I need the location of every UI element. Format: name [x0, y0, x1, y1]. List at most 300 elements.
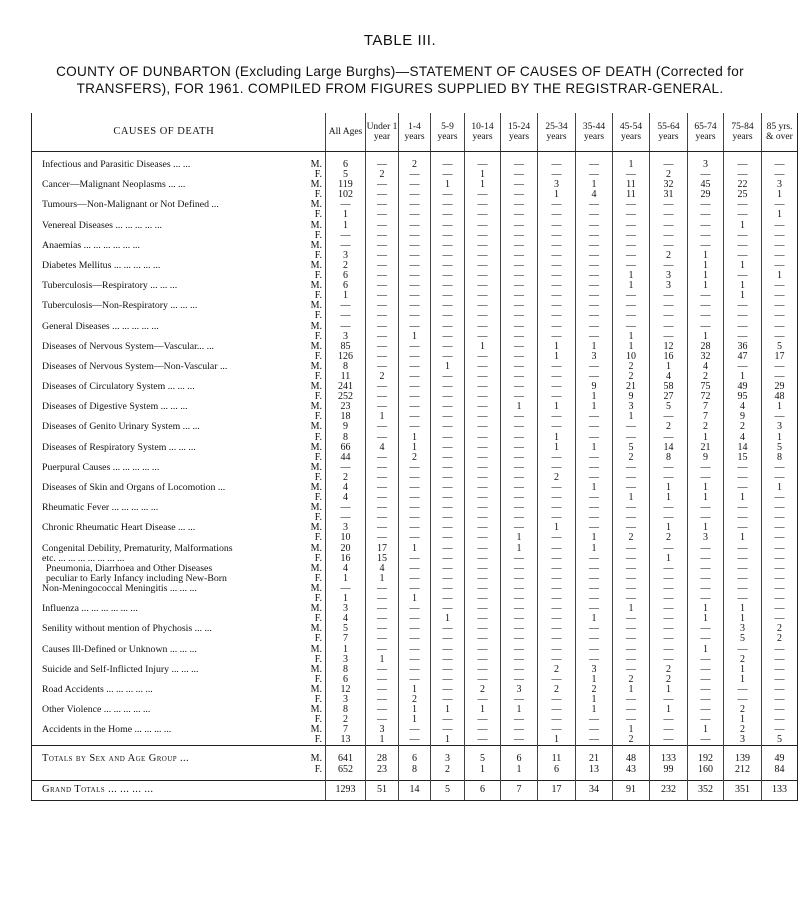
- count-cell: —: [688, 554, 724, 564]
- table-row: [32, 675, 798, 685]
- count-cell: 1: [576, 443, 613, 453]
- count-cell: 2: [399, 453, 431, 463]
- count-cell: —: [538, 453, 576, 463]
- count-cell: —: [431, 422, 465, 432]
- table-row: [32, 574, 798, 584]
- sex-label: F.: [314, 432, 322, 443]
- count-cell: —: [576, 322, 613, 332]
- column-header-age: 10-14 years: [465, 113, 501, 152]
- count-cell: —: [366, 453, 399, 463]
- column-header-age: 55-64 years: [650, 113, 688, 152]
- cause-label: [32, 695, 296, 705]
- count-cell: —: [762, 301, 798, 311]
- count-cell: 5: [650, 402, 688, 412]
- count-cell: —: [465, 392, 501, 402]
- count-cell: —: [538, 152, 576, 171]
- cause-label: [32, 190, 296, 200]
- count-cell: —: [576, 453, 613, 463]
- count-cell: 15: [724, 453, 762, 463]
- total-cell: 1: [501, 765, 538, 781]
- count-cell: —: [538, 584, 576, 594]
- count-cell: —: [465, 382, 501, 392]
- count-cell: —: [538, 725, 576, 735]
- count-cell: 1: [724, 665, 762, 675]
- count-cell: 36: [724, 342, 762, 352]
- count-cell: 1: [326, 221, 366, 231]
- count-cell: —: [762, 281, 798, 291]
- table-row: [32, 685, 798, 695]
- count-cell: 1: [538, 352, 576, 362]
- count-cell: —: [501, 362, 538, 372]
- count-cell: —: [465, 402, 501, 412]
- count-cell: —: [326, 241, 366, 251]
- count-cell: —: [650, 241, 688, 251]
- count-cell: —: [501, 443, 538, 453]
- count-cell: —: [762, 523, 798, 533]
- count-cell: —: [538, 412, 576, 422]
- count-cell: —: [688, 503, 724, 513]
- sex-label: F.: [314, 351, 322, 362]
- table-row: [32, 291, 798, 301]
- count-cell: —: [431, 342, 465, 352]
- count-cell: —: [724, 645, 762, 655]
- count-cell: —: [613, 705, 650, 715]
- count-cell: —: [366, 483, 399, 493]
- count-cell: —: [650, 614, 688, 624]
- count-cell: —: [399, 675, 431, 685]
- count-cell: —: [762, 362, 798, 372]
- table-row: [32, 301, 798, 311]
- cause-label: Diseases of Nervous System—Vascular... ...: [32, 342, 296, 352]
- count-cell: —: [399, 311, 431, 321]
- count-cell: —: [431, 594, 465, 604]
- count-cell: —: [366, 493, 399, 503]
- count-cell: —: [538, 422, 576, 432]
- table-row: [32, 180, 798, 190]
- count-cell: 3: [501, 685, 538, 695]
- count-cell: —: [650, 200, 688, 210]
- count-cell: —: [431, 564, 465, 574]
- count-cell: —: [576, 311, 613, 321]
- count-cell: —: [724, 231, 762, 241]
- count-cell: 2: [538, 665, 576, 675]
- count-cell: —: [366, 685, 399, 695]
- count-cell: 4: [724, 433, 762, 443]
- count-cell: 10: [326, 533, 366, 543]
- count-cell: —: [688, 584, 724, 594]
- count-cell: —: [762, 170, 798, 180]
- count-cell: 6: [326, 675, 366, 685]
- table-row: [32, 402, 798, 412]
- count-cell: —: [576, 372, 613, 382]
- count-cell: —: [366, 503, 399, 513]
- count-cell: —: [688, 685, 724, 695]
- sex-label: F.: [314, 190, 322, 201]
- table-row: [32, 473, 798, 483]
- count-cell: —: [613, 544, 650, 554]
- sex-label: F.: [314, 371, 322, 382]
- count-cell: —: [501, 584, 538, 594]
- count-cell: —: [501, 473, 538, 483]
- table-row: [32, 544, 798, 554]
- count-cell: 1: [576, 342, 613, 352]
- count-cell: —: [576, 594, 613, 604]
- count-cell: —: [465, 210, 501, 220]
- count-cell: 3: [326, 655, 366, 665]
- table-row: [32, 665, 798, 675]
- count-cell: 3: [688, 533, 724, 543]
- count-cell: —: [688, 715, 724, 725]
- count-cell: —: [538, 463, 576, 473]
- sex-label: F.: [314, 452, 322, 463]
- count-cell: —: [366, 241, 399, 251]
- count-cell: —: [399, 261, 431, 271]
- count-cell: 1: [724, 715, 762, 725]
- table-row: [32, 200, 798, 210]
- count-cell: 5: [326, 170, 366, 180]
- count-cell: —: [501, 281, 538, 291]
- cause-label: [32, 473, 296, 483]
- count-cell: 102: [326, 190, 366, 200]
- count-cell: 3: [538, 180, 576, 190]
- count-cell: 1: [724, 291, 762, 301]
- count-cell: —: [465, 645, 501, 655]
- count-cell: —: [650, 473, 688, 483]
- count-cell: —: [650, 301, 688, 311]
- count-cell: 3: [326, 251, 366, 261]
- count-cell: —: [613, 221, 650, 231]
- count-cell: —: [366, 342, 399, 352]
- count-cell: —: [576, 291, 613, 301]
- count-cell: 1: [576, 180, 613, 190]
- count-cell: —: [399, 291, 431, 301]
- count-cell: —: [366, 251, 399, 261]
- cause-label: [32, 513, 296, 523]
- count-cell: —: [613, 170, 650, 180]
- count-cell: —: [465, 443, 501, 453]
- count-cell: 1: [613, 685, 650, 695]
- sex-label: F.: [314, 230, 322, 241]
- count-cell: —: [576, 200, 613, 210]
- count-cell: —: [465, 362, 501, 372]
- count-cell: —: [465, 675, 501, 685]
- count-cell: —: [613, 322, 650, 332]
- count-cell: 1: [724, 281, 762, 291]
- count-cell: 85: [326, 342, 366, 352]
- count-cell: 2: [762, 634, 798, 644]
- cause-label: [32, 271, 296, 281]
- count-cell: 45: [688, 180, 724, 190]
- column-header-age: 65-74 years: [688, 113, 724, 152]
- causes-of-death-table: [31, 113, 798, 801]
- table-row: [32, 645, 798, 655]
- count-cell: —: [366, 675, 399, 685]
- count-cell: —: [538, 675, 576, 685]
- count-cell: —: [366, 645, 399, 655]
- sex-label: F.: [314, 311, 322, 322]
- count-cell: —: [366, 281, 399, 291]
- grand-total-cell: 6: [465, 780, 501, 800]
- sex-label: F.: [314, 735, 322, 746]
- count-cell: —: [688, 170, 724, 180]
- count-cell: 1: [399, 594, 431, 604]
- count-cell: 6: [326, 271, 366, 281]
- count-cell: —: [501, 695, 538, 705]
- sex-label: M.: [310, 543, 322, 554]
- count-cell: —: [501, 342, 538, 352]
- cause-label: Suicide and Self-Inflicted Injury ... ... ...: [32, 665, 296, 675]
- count-cell: —: [724, 301, 762, 311]
- count-cell: —: [688, 574, 724, 584]
- cause-label: Tuberculosis—Respiratory ... ... ...: [32, 281, 296, 291]
- cause-label: Venereal Diseases ... ... ... ... ...: [32, 221, 296, 231]
- sex-label: F.: [314, 573, 322, 584]
- count-cell: —: [501, 322, 538, 332]
- count-cell: —: [465, 483, 501, 493]
- count-cell: 241: [326, 382, 366, 392]
- count-cell: —: [613, 645, 650, 655]
- count-cell: —: [724, 513, 762, 523]
- total-cell: 3: [431, 746, 465, 765]
- count-cell: —: [501, 614, 538, 624]
- count-cell: —: [650, 513, 688, 523]
- count-cell: —: [762, 645, 798, 655]
- count-cell: —: [762, 715, 798, 725]
- count-cell: —: [366, 291, 399, 301]
- count-cell: 7: [326, 725, 366, 735]
- count-cell: 1: [501, 533, 538, 543]
- count-cell: 2: [613, 735, 650, 746]
- total-cell: 28: [366, 746, 399, 765]
- count-cell: —: [501, 301, 538, 311]
- count-cell: 1: [465, 170, 501, 180]
- count-cell: —: [650, 544, 688, 554]
- count-cell: —: [399, 342, 431, 352]
- count-cell: 2: [399, 152, 431, 171]
- cause-label: Diseases of Skin and Organs of Locomotion ...: [32, 483, 296, 493]
- count-cell: —: [762, 604, 798, 614]
- total-cell: 6: [501, 746, 538, 765]
- cause-label: [32, 433, 296, 443]
- count-cell: 1: [613, 412, 650, 422]
- table-row: [32, 655, 798, 665]
- count-cell: —: [399, 352, 431, 362]
- count-cell: 1: [688, 483, 724, 493]
- count-cell: —: [688, 241, 724, 251]
- count-cell: —: [688, 665, 724, 675]
- count-cell: 1: [688, 725, 724, 735]
- count-cell: —: [399, 624, 431, 634]
- count-cell: —: [724, 332, 762, 342]
- count-cell: —: [650, 604, 688, 614]
- count-cell: —: [538, 493, 576, 503]
- count-cell: 58: [650, 382, 688, 392]
- count-cell: —: [431, 322, 465, 332]
- count-cell: 9: [688, 453, 724, 463]
- count-cell: —: [688, 463, 724, 473]
- count-cell: 1: [650, 523, 688, 533]
- total-cell: 23: [366, 765, 399, 781]
- count-cell: —: [366, 634, 399, 644]
- count-cell: —: [366, 152, 399, 171]
- count-cell: 1: [688, 604, 724, 614]
- count-cell: 7: [326, 634, 366, 644]
- grand-totals-label: Grand Totals ... ... ... ...: [32, 780, 296, 800]
- sex-label: F.: [314, 291, 322, 302]
- count-cell: 2: [326, 261, 366, 271]
- grand-totals-sex-blank: [296, 780, 326, 800]
- count-cell: 1: [366, 412, 399, 422]
- table-subtitle-line-2: TRANSFERS), FOR 1961. COMPILED FROM FIGURES SUPPLIED BY THE REGISTRAR-GENERAL.: [76, 81, 724, 96]
- count-cell: —: [724, 574, 762, 584]
- grand-total-cell: 352: [688, 780, 724, 800]
- count-cell: —: [576, 210, 613, 220]
- count-cell: —: [538, 533, 576, 543]
- table-row: [32, 152, 798, 171]
- count-cell: —: [576, 523, 613, 533]
- count-cell: —: [650, 725, 688, 735]
- count-cell: —: [431, 382, 465, 392]
- count-cell: —: [724, 463, 762, 473]
- count-cell: 3: [326, 604, 366, 614]
- count-cell: 1: [431, 614, 465, 624]
- count-cell: —: [576, 281, 613, 291]
- count-cell: —: [431, 544, 465, 554]
- count-cell: —: [724, 503, 762, 513]
- count-cell: 11: [613, 180, 650, 190]
- table-row: [32, 463, 798, 473]
- count-cell: —: [576, 152, 613, 171]
- count-cell: —: [724, 483, 762, 493]
- count-cell: —: [762, 332, 798, 342]
- totals-row-male: [32, 746, 798, 765]
- table-title: TABLE III.: [363, 32, 437, 49]
- count-cell: —: [688, 695, 724, 705]
- count-cell: —: [366, 513, 399, 523]
- table-row: [32, 705, 798, 715]
- table-row: [32, 422, 798, 432]
- cause-label: Diseases of Nervous System—Non-Vascular ...: [32, 362, 296, 372]
- count-cell: —: [431, 443, 465, 453]
- count-cell: —: [366, 624, 399, 634]
- table-row: [32, 210, 798, 220]
- count-cell: —: [399, 503, 431, 513]
- count-cell: 4: [576, 190, 613, 200]
- count-cell: —: [431, 261, 465, 271]
- count-cell: —: [366, 665, 399, 675]
- count-cell: 3: [688, 152, 724, 171]
- count-cell: 1: [538, 402, 576, 412]
- cause-label: Cancer—Malignant Neoplasms ... ...: [32, 180, 296, 190]
- count-cell: —: [465, 533, 501, 543]
- count-cell: 3: [724, 624, 762, 634]
- count-cell: —: [538, 332, 576, 342]
- count-cell: —: [431, 665, 465, 675]
- count-cell: —: [613, 301, 650, 311]
- sex-label: M.: [310, 240, 322, 251]
- totals-label-blank: [32, 765, 296, 781]
- sex-label: M.: [310, 361, 322, 372]
- count-cell: 1: [724, 675, 762, 685]
- cause-label: [32, 614, 296, 624]
- count-cell: —: [431, 685, 465, 695]
- count-cell: —: [762, 695, 798, 705]
- table-row: [32, 372, 798, 382]
- count-cell: —: [724, 152, 762, 171]
- count-cell: —: [501, 665, 538, 675]
- count-cell: —: [650, 574, 688, 584]
- count-cell: 3: [366, 725, 399, 735]
- count-cell: —: [399, 634, 431, 644]
- sex-label: F.: [314, 594, 322, 605]
- count-cell: —: [366, 705, 399, 715]
- count-cell: —: [724, 311, 762, 321]
- count-cell: 4: [326, 483, 366, 493]
- count-cell: —: [688, 544, 724, 554]
- count-cell: 1: [465, 180, 501, 190]
- count-cell: —: [399, 362, 431, 372]
- total-cell: 1: [465, 765, 501, 781]
- count-cell: —: [538, 624, 576, 634]
- table-row: [32, 453, 798, 463]
- cause-label: [32, 352, 296, 362]
- count-cell: —: [431, 624, 465, 634]
- count-cell: —: [613, 503, 650, 513]
- count-cell: —: [576, 655, 613, 665]
- count-cell: 1: [501, 402, 538, 412]
- count-cell: —: [576, 493, 613, 503]
- cause-label: [32, 332, 296, 342]
- count-cell: —: [465, 554, 501, 564]
- cause-label: Other Violence ... ... ... ... ...: [32, 705, 296, 715]
- count-cell: —: [650, 503, 688, 513]
- count-cell: —: [431, 523, 465, 533]
- table-row: [32, 251, 798, 261]
- count-cell: —: [576, 362, 613, 372]
- count-cell: —: [399, 301, 431, 311]
- cause-label: Pneumonia, Diarrhoea and Other Diseases: [32, 564, 296, 574]
- sex-label: M.: [310, 483, 322, 493]
- cause-label: Diabetes Mellitus ... ... ... ... ...: [32, 261, 296, 271]
- count-cell: —: [399, 533, 431, 543]
- count-cell: —: [465, 594, 501, 604]
- count-cell: 4: [724, 402, 762, 412]
- count-cell: 2: [576, 685, 613, 695]
- count-cell: —: [688, 564, 724, 574]
- count-cell: —: [762, 685, 798, 695]
- count-cell: —: [501, 332, 538, 342]
- grand-total-cell: 7: [501, 780, 538, 800]
- count-cell: —: [724, 271, 762, 281]
- count-cell: 11: [613, 190, 650, 200]
- total-cell: 139: [724, 746, 762, 765]
- count-cell: —: [724, 473, 762, 483]
- grand-total-cell: 34: [576, 780, 613, 800]
- count-cell: —: [576, 584, 613, 594]
- count-cell: —: [431, 241, 465, 251]
- total-cell: 6: [399, 746, 431, 765]
- cause-label: Tuberculosis—Non-Respiratory ... ... ...: [32, 301, 296, 311]
- count-cell: —: [501, 392, 538, 402]
- count-cell: —: [501, 715, 538, 725]
- cause-label: Influenza ... ... ... ... ... ...: [32, 604, 296, 614]
- count-cell: —: [724, 564, 762, 574]
- table-row: [32, 513, 798, 523]
- sex-label: M.: [310, 341, 322, 352]
- count-cell: —: [326, 503, 366, 513]
- count-cell: 7: [688, 402, 724, 412]
- total-cell: 192: [688, 746, 724, 765]
